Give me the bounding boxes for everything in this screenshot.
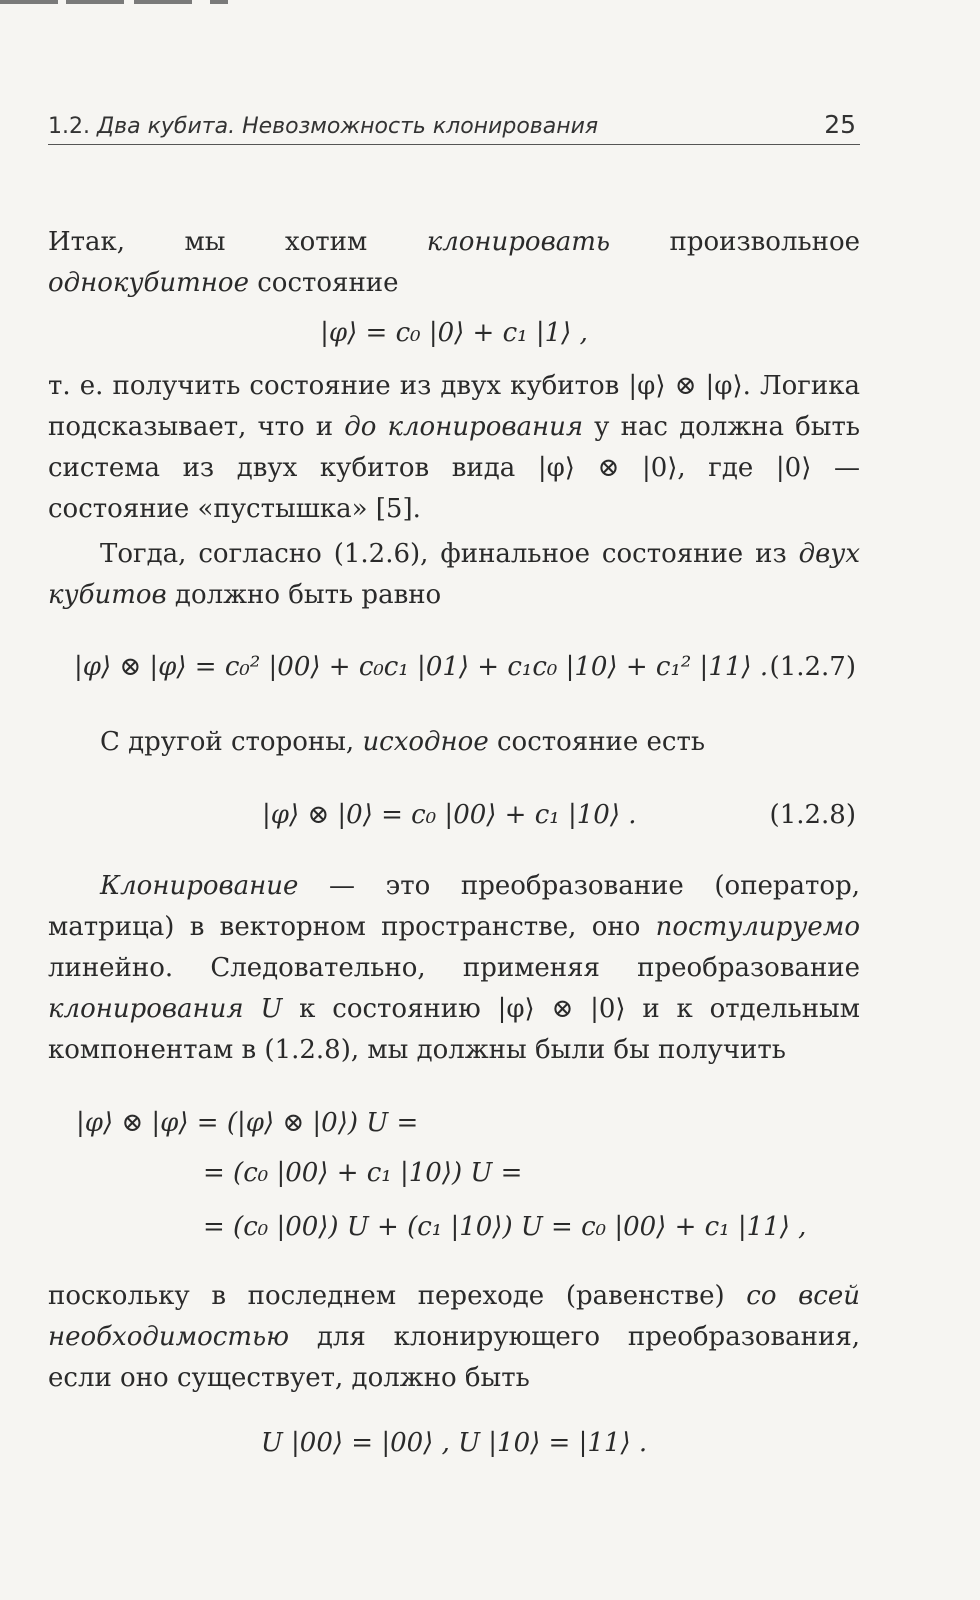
text: линейно. Следовательно, применяя преобразование bbox=[48, 953, 860, 983]
emphasis: постулируемо bbox=[655, 912, 860, 942]
text: состояние bbox=[248, 268, 399, 298]
text: — это преобразование (оператор, матрица) в векторном пространстве, оно bbox=[48, 871, 860, 942]
text: должно быть равно bbox=[166, 580, 442, 610]
paragraph-3 bbox=[48, 534, 860, 616]
derivation bbox=[48, 1108, 860, 1248]
text: Итак, мы хотим bbox=[48, 227, 427, 257]
paragraph-4 bbox=[48, 722, 860, 763]
emphasis: до клонирования bbox=[344, 412, 584, 442]
text: к состоянию |φ⟩ ⊗ |0⟩ и к отдельным компонентам в (1.2.8), мы должны были бы получить bbox=[48, 994, 860, 1065]
equation-number: (1.2.7) bbox=[769, 652, 856, 682]
text: у нас должна быть система из двух кубитов вида |φ⟩ ⊗ |0⟩, где |0⟩ — состояние «пустышка» [5]. bbox=[48, 412, 860, 524]
derivation-line-3: = (c₀ |00⟩) U + (c₁ |10⟩) U = c₀ |00⟩ + c₁ |11⟩ , bbox=[203, 1212, 807, 1242]
text: т. е. получить состояние из двух кубитов |φ⟩ ⊗ |φ⟩. Логика подсказывает, что и bbox=[48, 371, 860, 442]
scan-top-marks bbox=[0, 0, 240, 6]
page-number: 25 bbox=[824, 110, 856, 139]
text: С другой стороны, bbox=[100, 727, 363, 757]
derivation-line-1: |φ⟩ ⊗ |φ⟩ = (|φ⟩ ⊗ |0⟩) U = bbox=[76, 1108, 419, 1138]
formula: |φ⟩ ⊗ |0⟩ = c₀ |00⟩ + c₁ |10⟩ . bbox=[262, 800, 637, 830]
section-number: 1.2. bbox=[48, 114, 90, 139]
emphasis: клонирования U bbox=[48, 994, 283, 1024]
paragraph-2 bbox=[48, 366, 860, 530]
paragraph-1 bbox=[48, 222, 860, 304]
paragraph-5 bbox=[48, 866, 860, 1071]
equation-number: (1.2.8) bbox=[769, 800, 856, 830]
formula: U |00⟩ = |00⟩ , U |10⟩ = |11⟩ . bbox=[260, 1428, 648, 1458]
emphasis: клонировать bbox=[426, 227, 611, 257]
text: поскольку в последнем переходе (равенстве) bbox=[48, 1281, 747, 1311]
text: для клонирующего преобразования, если оно существует, должно быть bbox=[48, 1322, 860, 1393]
emphasis: исходное bbox=[362, 727, 489, 757]
running-header bbox=[48, 108, 860, 145]
emphasis: двух кубитов bbox=[48, 539, 860, 610]
derivation-line-2: = (c₀ |00⟩ + c₁ |10⟩) U = bbox=[203, 1158, 523, 1188]
emphasis: со всей необходимостью bbox=[48, 1281, 860, 1352]
emphasis: Клонирование bbox=[100, 871, 299, 901]
section-heading bbox=[48, 114, 598, 139]
formula: |φ⟩ ⊗ |φ⟩ = c₀² |00⟩ + c₀c₁ |01⟩ + c₁c₀ |10⟩ + c₁² |11⟩ . bbox=[74, 652, 769, 682]
emphasis: однокубитное bbox=[48, 268, 249, 298]
text: произвольное bbox=[610, 227, 860, 257]
section-title: Два кубита. Невозможность клонирования bbox=[96, 114, 599, 139]
text: состояние есть bbox=[488, 727, 705, 757]
paragraph-6 bbox=[48, 1276, 860, 1399]
formula: |φ⟩ = c₀ |0⟩ + c₁ |1⟩ , bbox=[320, 318, 588, 348]
text: Тогда, согласно (1.2.6), финальное состояние из bbox=[100, 539, 799, 569]
